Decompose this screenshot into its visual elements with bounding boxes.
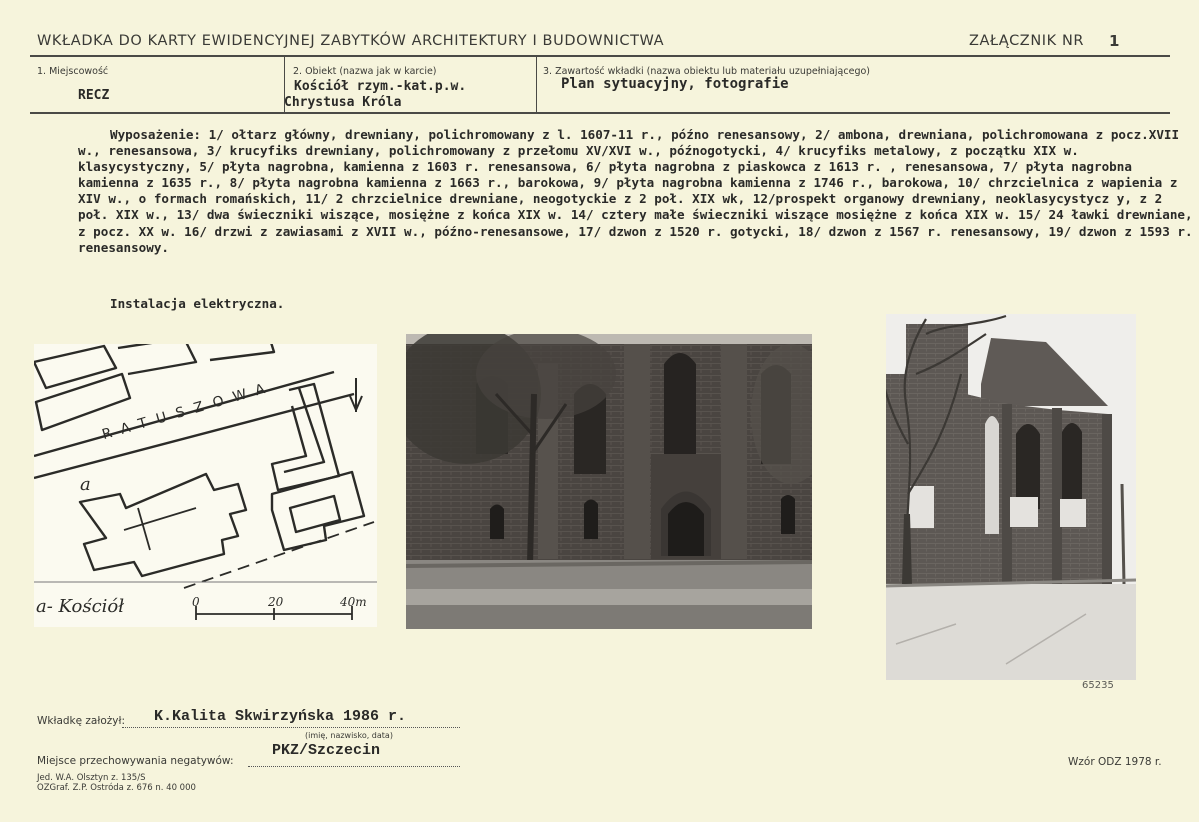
annex-label: ZAŁĄCZNIK NR (969, 33, 1085, 49)
photo-church-apse-image (886, 314, 1136, 680)
site-plan (34, 344, 377, 627)
print-info (37, 773, 196, 793)
object-value-line2: Chrystusa Króla (284, 95, 402, 110)
scale-tick-20: 20 (268, 595, 284, 609)
photo-church-facade-image (406, 334, 812, 629)
place-value: RECZ (78, 88, 110, 103)
storage-label: Miejsce przechowywania negatywów: (37, 755, 234, 767)
object-value-line1: Kościół rzym.-kat.p.w. (294, 79, 467, 94)
author-line (122, 727, 460, 728)
scale-tick-0: 0 (192, 595, 200, 609)
content-value: Plan sytuacyjny, fotografie (561, 76, 789, 92)
place-label: 1. Miejscowość (37, 66, 109, 77)
site-plan-drawing (34, 344, 377, 627)
fields-bottom-rule (30, 112, 1170, 114)
author-hint: (imię, nazwisko, data) (305, 731, 393, 740)
scale-tick-40: 40m (340, 595, 367, 609)
form-reference: Wzór ODZ 1978 r. (1068, 756, 1162, 768)
field-divider-2 (536, 57, 537, 112)
photo-church-facade (406, 334, 812, 629)
content-label: 3. Zawartość wkładki (nazwa obiektu lub materiału uzupełniającego) (543, 66, 870, 77)
church-marker-label: a (80, 474, 91, 495)
object-value (284, 79, 466, 111)
photo-number: 65235 (1082, 680, 1114, 691)
street-label: RATUSZOWA (100, 378, 277, 444)
description-extra: Instalacja elektryczna. (110, 296, 285, 311)
author-label: Wkładkę założył: (37, 715, 126, 727)
author-value: K.Kalita Skwirzyńska 1986 r. (154, 708, 407, 725)
annex-number: 1 (1109, 32, 1120, 50)
header-rule (30, 55, 1170, 57)
object-label: 2. Obiekt (nazwa jak w karcie) (293, 66, 437, 77)
print-line-1: Jed. W.A. Olsztyn z. 135/S (37, 773, 146, 783)
description-text: Wyposażenie: 1/ ołtarz główny, drewniany, polichromowany z l. 1607-11 r., późno renesansowy, 2/ ambona, drewniana, polichromowana z pocz.XVII w., renesansowa, 3/ krucyfiks drewniany, polichromowany z przełomu XV/XVI w., późnogotycki, 4/ krucyfiks metalowy, z początku XIX w. klasycystyczny, 5/ płyta nagrobna, kamienna z 1603 r. renesansowa, 6/ płyta nagrobna z piaskowca z 1613 r. , renesansowa, 7/ płyta nagrobna kamienna z 1635 r., 8/ płyta nagrobna kamienna z 1663 r., barokowa, 9/ płyta nagrobna kamienna z 1746 r., barokowa, 10/ chrzcielnica z wapienia z XIV w., o formach romańskich, 11/ 2 chrzcielnice drewniane, neogotyckie z 2 poł. XIX wk, 12/prospekt organowy drewniany, neoklasycystycz y, z 2 poł. XIX w., 13/ dwa świeczniki wiszące, mosiężne z końca XIX w. 14/ cztery małe świeczniki wiszące mosiężne z końca XIX w. 15/ 24 ławki drewniane, z pocz. XX w. 16/ drzwi z zawiasami z XVII w., późno-renesansowe, 17/ dzwon z 1520 r. gotycki, 18/ dzwon z 1567 r. renesansowy, 19/ dzwon z 1593 r. renesansowy. (78, 127, 1193, 255)
photo-church-apse (886, 314, 1136, 680)
print-line-2: OZGraf. Z.P. Ostróda z. 676 n. 40 000 (37, 783, 196, 793)
map-legend: a- Kościół (36, 596, 125, 617)
storage-line (248, 766, 460, 767)
form-title: WKŁADKA DO KARTY EWIDENCYJNEJ ZABYTKÓW ARCHITEKTURY I BUDOWNICTWA (37, 33, 665, 49)
storage-value: PKZ/Szczecin (272, 742, 381, 759)
